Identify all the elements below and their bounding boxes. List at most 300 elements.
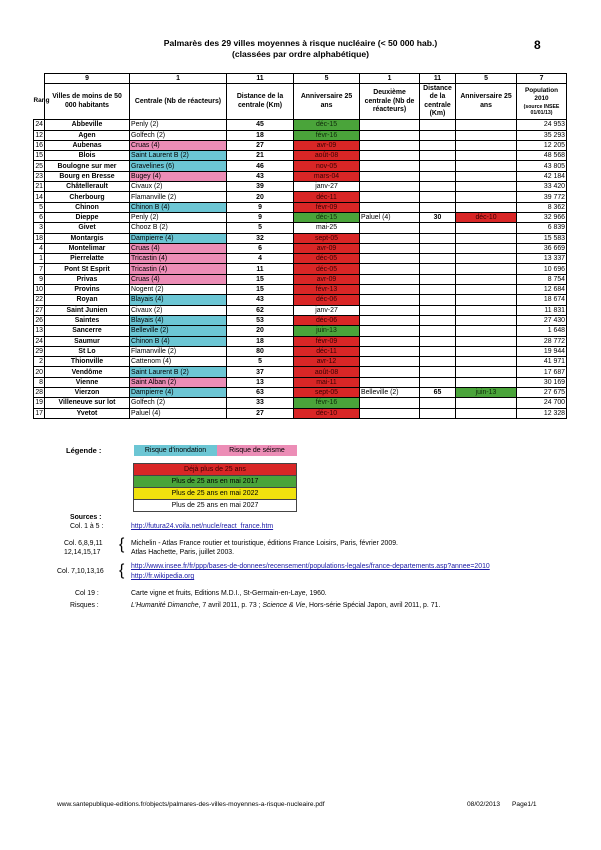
- plant-cell: Civaux (2): [130, 305, 227, 315]
- plant2-cell: [360, 254, 420, 264]
- distance2-cell: [420, 223, 456, 233]
- plant2-cell: [360, 367, 420, 377]
- risques-ref-2: , Hors-série Spécial Japon, avril 2011, p. 71.: [305, 602, 441, 609]
- table-row: [34, 326, 567, 336]
- plant2-cell: [360, 223, 420, 233]
- rang-cell: 28: [35, 389, 43, 397]
- plant2-cell: [360, 295, 420, 305]
- sources-col6-label-a: Col. 6,8,9,11: [64, 540, 103, 547]
- anniversary2-cell: [456, 367, 517, 377]
- plant-cell: Tricastin (4): [130, 264, 227, 274]
- table-row: [34, 305, 567, 315]
- rang-cell: 17: [35, 409, 43, 417]
- anniversary2-cell: [456, 233, 517, 243]
- city-cell: Sancerre: [45, 326, 130, 336]
- table-row: [34, 315, 567, 325]
- city-cell: Montelimar: [45, 243, 130, 253]
- header-centrale: Centrale (Nb de réacteurs): [130, 84, 227, 120]
- legend-seisme: Risque de séisme: [217, 445, 297, 456]
- plant-cell: Tricastin (4): [130, 254, 227, 264]
- anniversary2-cell: [456, 202, 517, 212]
- distance2-cell: [420, 192, 456, 202]
- plant2-cell: [360, 408, 420, 418]
- sources-col15-link[interactable]: http://futura24.voila.net/nucle/react_france.htm: [131, 523, 274, 530]
- distance-cell: 20: [227, 192, 294, 202]
- plant-cell: Flamanville (2): [130, 346, 227, 356]
- table-row: [34, 388, 567, 398]
- city-cell: Vendôme: [45, 367, 130, 377]
- plant2-cell: [360, 192, 420, 202]
- distance2-cell: [420, 336, 456, 346]
- distance-cell: 46: [227, 161, 294, 171]
- anniversary2-cell: [456, 140, 517, 150]
- plant-cell: Golfech (2): [130, 130, 227, 140]
- population-cell: 12 328: [517, 408, 567, 418]
- population-cell: 18 674: [517, 295, 567, 305]
- anniversary2-cell: [456, 285, 517, 295]
- distance2-cell: [420, 140, 456, 150]
- anniversary-cell: déc-11: [294, 346, 360, 356]
- anniversary2-cell: [456, 346, 517, 356]
- rang-cell: 21: [35, 183, 43, 191]
- plant-cell: Saint Alban (2): [130, 377, 227, 387]
- distance-cell: 5: [227, 357, 294, 367]
- footer-date: 08/02/2013: [467, 801, 501, 808]
- city-cell: Cherbourg: [45, 192, 130, 202]
- distance2-cell: [420, 346, 456, 356]
- city-cell: Privas: [45, 274, 130, 284]
- distance2-cell: [420, 315, 456, 325]
- table-row: [34, 243, 567, 253]
- distance-cell: 4: [227, 254, 294, 264]
- anniversary2-cell: [456, 274, 517, 284]
- distance-cell: 15: [227, 274, 294, 284]
- table-row: [34, 398, 567, 408]
- sources-risques-text: [131, 601, 440, 610]
- plant2-cell: [360, 315, 420, 325]
- rang-cell: 29: [35, 347, 43, 355]
- legend-inondation: Risque d'inondation: [134, 445, 217, 456]
- table-row: [34, 130, 567, 140]
- distance2-cell: 65: [420, 388, 456, 398]
- distance2-cell: [420, 264, 456, 274]
- table-row: [34, 346, 567, 356]
- plant-cell: Belleville (2): [130, 326, 227, 336]
- anniversary2-cell: [456, 295, 517, 305]
- anniversary2-cell: juin-13: [456, 388, 517, 398]
- distance2-cell: [420, 254, 456, 264]
- population-cell: 15 583: [517, 233, 567, 243]
- distance2-cell: [420, 182, 456, 192]
- anniversary2-cell: [456, 398, 517, 408]
- plant-cell: Cattenom (4): [130, 357, 227, 367]
- distance-cell: 9: [227, 202, 294, 212]
- plant2-cell: [360, 120, 420, 130]
- sources-label: Sources :: [70, 514, 102, 521]
- page-number: 8: [534, 38, 541, 52]
- city-cell: Châtellerault: [45, 182, 130, 192]
- distance2-cell: [420, 171, 456, 181]
- population-cell: 35 293: [517, 130, 567, 140]
- anniversary2-cell: [456, 182, 517, 192]
- plant-cell: Golfech (2): [130, 398, 227, 408]
- header-rang: Rang: [33, 97, 50, 105]
- header-anniv2: Anniversaire 25 ans: [456, 84, 517, 120]
- distance-cell: 11: [227, 264, 294, 274]
- anniversary2-cell: [456, 120, 517, 130]
- distance-cell: 21: [227, 151, 294, 161]
- rang-cell: 9: [34, 274, 45, 284]
- rang-cell: 19: [35, 399, 43, 407]
- population-cell: 6 839: [517, 223, 567, 233]
- distance-cell: 45: [227, 120, 294, 130]
- anniversary2-cell: [456, 192, 517, 202]
- anniversary2-cell: [456, 326, 517, 336]
- anniversary-cell: févr-16: [294, 130, 360, 140]
- anniversary-cell: févr-13: [294, 285, 360, 295]
- anniversary2-cell: [456, 305, 517, 315]
- anniversary-cell: juin-13: [294, 326, 360, 336]
- code-cell: 1: [360, 74, 420, 84]
- anniversary-cell: janv-27: [294, 305, 360, 315]
- city-cell: Blois: [45, 151, 130, 161]
- sources-col7-link-b[interactable]: http://fr.wikipedia.org: [131, 573, 195, 580]
- city-cell: Aubenas: [45, 140, 130, 150]
- rang-cell: 16: [35, 142, 43, 150]
- distance-cell: 33: [227, 398, 294, 408]
- city-cell: Givet: [45, 223, 130, 233]
- plant2-cell: Belleville (2): [360, 388, 420, 398]
- table-row: [34, 367, 567, 377]
- sources-col19-label: Col 19 :: [75, 590, 99, 597]
- code-cell: 7: [517, 74, 567, 84]
- rang-cell: 24: [35, 337, 43, 345]
- distance-cell: 27: [227, 408, 294, 418]
- plant2-cell: [360, 398, 420, 408]
- distance2-cell: [420, 233, 456, 243]
- city-cell: Chinon: [45, 202, 130, 212]
- plant2-cell: [360, 264, 420, 274]
- anniversary-cell: avr-09: [294, 140, 360, 150]
- sources-risques-label: Risques :: [70, 602, 99, 609]
- plant-cell: Dampierre (4): [130, 388, 227, 398]
- city-cell: Saumur: [45, 336, 130, 346]
- distance2-cell: [420, 274, 456, 284]
- code-cell: 5: [294, 74, 360, 84]
- plant2-cell: [360, 305, 420, 315]
- sources-col19-text: Carte vigne et fruits, Editions M.D.I., St-Germain-en-Laye, 1960.: [131, 590, 327, 597]
- plant-cell: Flamanville (2): [130, 192, 227, 202]
- population-cell: 10 696: [517, 264, 567, 274]
- rang-cell: 22: [35, 296, 43, 304]
- anniversary2-cell: [456, 254, 517, 264]
- sources-col15-label: Col. 1 à 5 :: [70, 523, 104, 530]
- table-row: [34, 171, 567, 181]
- table-row: [34, 285, 567, 295]
- city-cell: Vierzon: [45, 388, 130, 398]
- distance-cell: 53: [227, 315, 294, 325]
- anniversary-cell: sept-05: [294, 388, 360, 398]
- population-cell: 43 805: [517, 161, 567, 171]
- risques-ref-1: , 7 avril 2011, p. 73 ;: [198, 602, 261, 609]
- anniversary-cell: mars-04: [294, 171, 360, 181]
- plant-cell: Nogent (2): [130, 285, 227, 295]
- table-row: [34, 233, 567, 243]
- plant-cell: Penly (2): [130, 212, 227, 222]
- legend-2022: Plus de 25 ans en mai 2022: [133, 487, 297, 500]
- city-cell: Montargis: [45, 233, 130, 243]
- city-cell: Dieppe: [45, 212, 130, 222]
- distance2-cell: [420, 295, 456, 305]
- table-row: [34, 192, 567, 202]
- city-cell: Saint Junien: [45, 305, 130, 315]
- rang-cell: 23: [35, 172, 43, 180]
- header-row: [34, 84, 567, 120]
- distance-cell: 43: [227, 171, 294, 181]
- city-cell: Agen: [45, 130, 130, 140]
- rang-cell: 10: [35, 286, 43, 294]
- city-cell: Provins: [45, 285, 130, 295]
- distance-cell: 6: [227, 243, 294, 253]
- anniversary-cell: janv-27: [294, 182, 360, 192]
- plant2-cell: [360, 130, 420, 140]
- legend-deja: Déjà plus de 25 ans: [133, 463, 297, 476]
- rang-cell: 26: [35, 317, 43, 325]
- population-cell: 27 675: [517, 388, 567, 398]
- anniversary-cell: mai-11: [294, 377, 360, 387]
- plant2-cell: Paluel (4): [360, 212, 420, 222]
- sources-col6-text-b: Atlas Hachette, Paris, juillet 2003.: [131, 549, 235, 556]
- header-ville: Villes de moins de 50 000 habitants: [45, 84, 130, 120]
- rang-cell: 27: [35, 306, 43, 314]
- anniversary-cell: févr-09: [294, 336, 360, 346]
- population-cell: 36 669: [517, 243, 567, 253]
- header-population: [517, 84, 567, 120]
- title-line-1: Palmarès des 29 villes moyennes à risque nucléaire (< 50 000 hab.): [163, 38, 438, 48]
- header-anniv: Anniversaire 25 ans: [294, 84, 360, 120]
- anniversary2-cell: [456, 408, 517, 418]
- table-row: [34, 212, 567, 222]
- plant-cell: Dampierre (4): [130, 233, 227, 243]
- population-cell: 1 648: [517, 326, 567, 336]
- table-row: [34, 264, 567, 274]
- plant2-cell: [360, 346, 420, 356]
- distance-cell: 37: [227, 367, 294, 377]
- anniversary2-cell: [456, 377, 517, 387]
- distance-cell: 27: [227, 140, 294, 150]
- rang-cell: 14: [35, 193, 43, 201]
- distance-cell: 39: [227, 182, 294, 192]
- anniversary2-cell: [456, 336, 517, 346]
- brace-icon: {: [119, 562, 125, 579]
- plant2-cell: [360, 140, 420, 150]
- sources-col7-link-a[interactable]: http://www.insee.fr/fr/ppp/bases-de-donnees/recensement/populations-legales/france-departements.asp?annee=2010: [131, 563, 490, 570]
- sources-col6-text-a: Michelin - Atlas France routier et touristique, éditions France Loisirs, Paris, février 2009.: [131, 540, 398, 547]
- plant-cell: Blayais (4): [130, 315, 227, 325]
- population-cell: 24 700: [517, 398, 567, 408]
- plant2-cell: [360, 243, 420, 253]
- risques-journal-2: Science & Vie: [262, 602, 306, 609]
- rang-cell: 24: [35, 121, 43, 129]
- anniversary-cell: avr-12: [294, 357, 360, 367]
- plant2-cell: [360, 151, 420, 161]
- anniversary-cell: févr-09: [294, 202, 360, 212]
- table-row: [34, 223, 567, 233]
- rang-cell: 20: [35, 368, 43, 376]
- population-cell: 42 184: [517, 171, 567, 181]
- distance-cell: 13: [227, 377, 294, 387]
- table-row: [34, 357, 567, 367]
- plant-cell: Chinon B (4): [130, 336, 227, 346]
- anniversary2-cell: [456, 161, 517, 171]
- cities-table: [33, 73, 567, 419]
- footer-url: www.santepublique-editions.fr/objects/palmares-des-villes-moyennes-a-risque-nucleaire.pdf: [57, 801, 325, 808]
- population-cell: 12 684: [517, 285, 567, 295]
- anniversary2-cell: [456, 315, 517, 325]
- footer-page: Page1/1: [512, 801, 537, 808]
- city-cell: Boulogne sur mer: [45, 161, 130, 171]
- population-cell: 8 362: [517, 202, 567, 212]
- population-cell: 33 420: [517, 182, 567, 192]
- distance-cell: 20: [227, 326, 294, 336]
- distance-cell: 18: [227, 130, 294, 140]
- anniversary-cell: déc-15: [294, 212, 360, 222]
- plant-cell: Civaux (2): [130, 182, 227, 192]
- distance-cell: 63: [227, 388, 294, 398]
- anniversary-cell: déc-06: [294, 315, 360, 325]
- distance2-cell: [420, 367, 456, 377]
- document-title: [0, 38, 601, 60]
- population-cell: 8 754: [517, 274, 567, 284]
- plant-cell: Cruas (4): [130, 243, 227, 253]
- city-cell: Vienne: [45, 377, 130, 387]
- plant2-cell: [360, 336, 420, 346]
- plant2-cell: [360, 233, 420, 243]
- distance2-cell: [420, 161, 456, 171]
- rang-cell: 8: [34, 377, 45, 387]
- code-cell: 9: [45, 74, 130, 84]
- plant2-cell: [360, 274, 420, 284]
- population-cell: 17 687: [517, 367, 567, 377]
- code-cell: 11: [227, 74, 294, 84]
- plant-cell: Chinon B (4): [130, 202, 227, 212]
- header-centrale2: Deuxième centrale (Nb de réacteurs): [360, 84, 420, 120]
- rang-cell: 2: [34, 357, 45, 367]
- brace-icon: {: [119, 536, 125, 553]
- distance-cell: 18: [227, 336, 294, 346]
- header-population-source: (source INSEE 01/01/13): [523, 103, 560, 117]
- distance2-cell: [420, 285, 456, 295]
- anniversary-cell: sept-05: [294, 233, 360, 243]
- code-cell: 5: [456, 74, 517, 84]
- table-row: [34, 408, 567, 418]
- anniversary-cell: déc-10: [294, 408, 360, 418]
- legend-2017: Plus de 25 ans en mai 2017: [133, 475, 297, 488]
- population-cell: 30 169: [517, 377, 567, 387]
- city-cell: St Lo: [45, 346, 130, 356]
- population-cell: 48 568: [517, 151, 567, 161]
- plant-cell: Chooz B (2): [130, 223, 227, 233]
- rang-cell: 25: [35, 162, 43, 170]
- anniversary-cell: août-08: [294, 367, 360, 377]
- distance-cell: 32: [227, 233, 294, 243]
- header-population-title: Population 2010: [524, 86, 558, 103]
- distance2-cell: 30: [420, 212, 456, 222]
- table-row: [34, 336, 567, 346]
- table-row: [34, 274, 567, 284]
- table-row: [34, 161, 567, 171]
- sources-col7-label: Col. 7,10,13,16: [57, 568, 104, 575]
- distance2-cell: [420, 243, 456, 253]
- city-cell: Abbeville: [45, 120, 130, 130]
- plant-cell: Gravelines (6): [130, 161, 227, 171]
- plant-cell: Saint Laurent B (2): [130, 367, 227, 377]
- header-distance: Distance de la centrale (Km): [227, 84, 294, 120]
- sources-col6-label-b: 12,14,15,17: [64, 549, 101, 556]
- city-cell: Bourg en Bresse: [45, 171, 130, 181]
- city-cell: Thionville: [45, 357, 130, 367]
- plant2-cell: [360, 377, 420, 387]
- anniversary2-cell: [456, 357, 517, 367]
- table-row: [34, 182, 567, 192]
- city-cell: Royan: [45, 295, 130, 305]
- title-line-2: (classées par ordre alphabétique): [231, 49, 370, 59]
- anniversary-cell: déc-05: [294, 254, 360, 264]
- population-cell: 13 337: [517, 254, 567, 264]
- anniversary2-cell: [456, 171, 517, 181]
- rang-cell: 4: [34, 243, 45, 253]
- distance2-cell: [420, 377, 456, 387]
- plant-cell: Paluel (4): [130, 408, 227, 418]
- anniversary2-cell: déc-10: [456, 212, 517, 222]
- plant2-cell: [360, 285, 420, 295]
- distance2-cell: [420, 120, 456, 130]
- city-cell: Saintes: [45, 315, 130, 325]
- anniversary2-cell: [456, 223, 517, 233]
- plant2-cell: [360, 182, 420, 192]
- distance-cell: 43: [227, 295, 294, 305]
- plant2-cell: [360, 161, 420, 171]
- city-cell: Yvetot: [45, 408, 130, 418]
- anniversary-cell: déc-05: [294, 264, 360, 274]
- rang-cell: 15: [35, 152, 43, 160]
- plant-cell: Saint Laurent B (2): [130, 151, 227, 161]
- distance2-cell: [420, 130, 456, 140]
- anniversary-cell: août-08: [294, 151, 360, 161]
- plant2-cell: [360, 357, 420, 367]
- code-row: [34, 74, 567, 84]
- plant2-cell: [360, 202, 420, 212]
- plant-cell: Blayais (4): [130, 295, 227, 305]
- table-row: [34, 254, 567, 264]
- anniversary2-cell: [456, 151, 517, 161]
- code-cell: 11: [420, 74, 456, 84]
- anniversary2-cell: [456, 264, 517, 274]
- distance-cell: 62: [227, 305, 294, 315]
- table-row: [34, 140, 567, 150]
- plant-cell: Cruas (4): [130, 274, 227, 284]
- distance2-cell: [420, 151, 456, 161]
- anniversary2-cell: [456, 243, 517, 253]
- distance-cell: 5: [227, 223, 294, 233]
- anniversary-cell: déc-15: [294, 120, 360, 130]
- population-cell: 11 831: [517, 305, 567, 315]
- anniversary-cell: déc-06: [294, 295, 360, 305]
- population-cell: 12 205: [517, 140, 567, 150]
- rang-cell: 7: [34, 264, 45, 274]
- distance2-cell: [420, 408, 456, 418]
- distance2-cell: [420, 305, 456, 315]
